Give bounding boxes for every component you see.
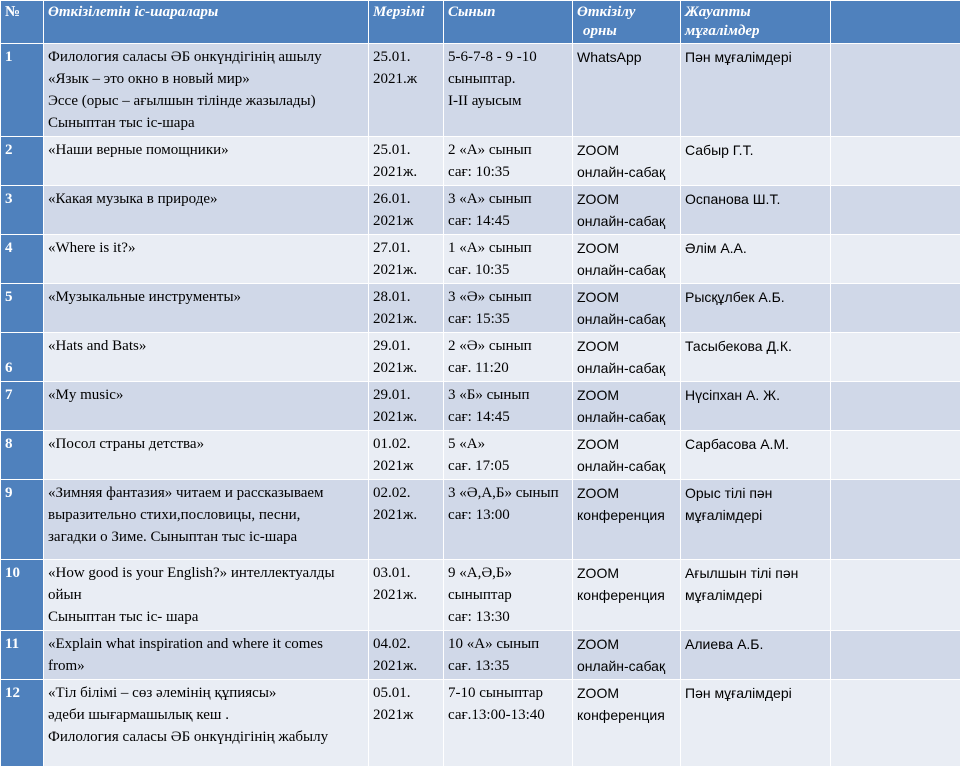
cell-venue (573, 431, 681, 480)
cell-class-line: 1 «А» сынып (448, 237, 568, 259)
cell-empty (831, 284, 960, 333)
cell-responsible-line: Тасыбекова Д.К. (685, 335, 826, 357)
row-number-text: 5 (5, 286, 39, 308)
cell-class (444, 431, 573, 480)
cell-venue (573, 137, 681, 186)
cell-empty (831, 431, 960, 480)
cell-empty (831, 631, 960, 680)
cell-event-line: «Explain what inspiration and where it comes (48, 633, 364, 655)
cell-responsible-line: мұғалімдері (685, 504, 826, 526)
cell-responsible (681, 431, 831, 480)
cell-event-line: загадки о Зиме. Сыныптан тыс іс-шара (48, 526, 364, 548)
cell-event (44, 44, 369, 137)
cell-date (369, 631, 444, 680)
cell-class-line: 2 «А» сынып (448, 139, 568, 161)
cell-class-line: 9 «А,Ә,Б» (448, 562, 568, 584)
cell-class-line: 2 «Ә» сынып (448, 335, 568, 357)
cell-venue-line: онлайн-сабақ (577, 357, 676, 379)
cell-class (444, 186, 573, 235)
cell-date-line: 01.02. (373, 433, 439, 455)
table-row (1, 560, 960, 631)
row-number-text: 2 (5, 139, 39, 161)
cell-venue-line: ZOOM (577, 286, 676, 308)
cell-date (369, 680, 444, 767)
cell-responsible (681, 560, 831, 631)
cell-event-line: «Наши верные помощники» (48, 139, 364, 161)
cell-venue (573, 480, 681, 560)
cell-class (444, 284, 573, 333)
cell-empty (831, 137, 960, 186)
row-number (1, 284, 44, 333)
cell-responsible (681, 382, 831, 431)
cell-responsible-line: Сабыр Г.Т. (685, 139, 826, 161)
cell-class-line: сағ. 11:20 (448, 357, 568, 379)
cell-date (369, 560, 444, 631)
cell-date-line: 2021ж. (373, 161, 439, 183)
cell-class (444, 235, 573, 284)
cell-class-line: сағ: 10:35 (448, 161, 568, 183)
row-number-text: 11 (5, 633, 39, 655)
cell-date-line: 2021ж (373, 704, 439, 726)
cell-class-line: сағ. 10:35 (448, 259, 568, 281)
cell-venue-line: онлайн-сабақ (577, 455, 676, 477)
header-class: Сынып (444, 1, 573, 44)
header-venue-line: орны (577, 22, 676, 41)
cell-responsible-line: Пән мұғалімдері (685, 682, 826, 704)
cell-responsible-line: Алиева А.Б. (685, 633, 826, 655)
cell-venue (573, 44, 681, 137)
cell-class-line: 5-6-7-8 - 9 -10 (448, 46, 568, 68)
cell-class-line: сағ: 13:30 (448, 606, 568, 628)
cell-venue-line: конференция (577, 704, 676, 726)
cell-event-line: Филология саласы ӘБ онкүндігінің ашылу (48, 46, 364, 68)
cell-empty (831, 44, 960, 137)
table-row (1, 333, 960, 382)
row-number-text: 10 (5, 562, 39, 584)
row-number-text: 7 (5, 384, 39, 406)
cell-class-line: 10 «А» сынып (448, 633, 568, 655)
header-responsible (681, 1, 831, 44)
cell-empty (831, 560, 960, 631)
cell-event-line: Филология саласы ӘБ онкүндігінің жабылу (48, 726, 364, 748)
row-number (1, 186, 44, 235)
table-row (1, 680, 960, 767)
cell-class (444, 44, 573, 137)
cell-event-line: «Зимняя фантазия» читаем и рассказываем (48, 482, 364, 504)
cell-venue-line: WhatsApp (577, 46, 676, 68)
cell-event (44, 137, 369, 186)
cell-date-line: 25.01. (373, 46, 439, 68)
cell-date (369, 137, 444, 186)
cell-venue-line: ZOOM (577, 335, 676, 357)
cell-class (444, 382, 573, 431)
cell-empty (831, 680, 960, 767)
cell-venue-line: ZOOM (577, 237, 676, 259)
cell-date-line: 05.01. (373, 682, 439, 704)
cell-event-line: «Where is it?» (48, 237, 364, 259)
cell-date-line: 2021ж. (373, 357, 439, 379)
cell-date (369, 431, 444, 480)
row-number (1, 44, 44, 137)
cell-class-line: 3 «А» сынып (448, 188, 568, 210)
cell-event (44, 333, 369, 382)
row-number-text: 4 (5, 237, 39, 259)
cell-class-line: сағ: 15:35 (448, 308, 568, 330)
cell-responsible-line: Пән мұғалімдері (685, 46, 826, 68)
cell-venue-line: ZOOM (577, 188, 676, 210)
cell-class-line: 7-10 сыныптар (448, 682, 568, 704)
cell-responsible (681, 480, 831, 560)
cell-venue-line: ZOOM (577, 562, 676, 584)
cell-class-line: сағ: 13:00 (448, 504, 568, 526)
cell-venue (573, 382, 681, 431)
cell-date-line: 27.01. (373, 237, 439, 259)
cell-empty (831, 186, 960, 235)
cell-responsible-line: Сарбасова А.М. (685, 433, 826, 455)
cell-venue-line: конференция (577, 504, 676, 526)
row-number (1, 431, 44, 480)
row-number-text: 9 (5, 482, 39, 504)
header-number: № (1, 1, 44, 44)
cell-venue (573, 284, 681, 333)
cell-venue-line: конференция (577, 584, 676, 606)
cell-class (444, 137, 573, 186)
table-row (1, 284, 960, 333)
table-body (1, 44, 960, 767)
header-venue-line: Өткізілу (577, 3, 676, 22)
cell-responsible-line: Әлім А.А. (685, 237, 826, 259)
cell-date-line: 03.01. (373, 562, 439, 584)
cell-date-line: 2021ж (373, 210, 439, 232)
cell-venue-line: онлайн-сабақ (577, 406, 676, 428)
cell-venue-line: ZOOM (577, 384, 676, 406)
cell-class (444, 680, 573, 767)
cell-event (44, 431, 369, 480)
cell-venue-line: ZOOM (577, 482, 676, 504)
cell-date (369, 382, 444, 431)
cell-responsible (681, 235, 831, 284)
cell-responsible-line: Рысқұлбек А.Б. (685, 286, 826, 308)
row-number (1, 560, 44, 631)
cell-responsible-line: Ағылшын тілі пән (685, 562, 826, 584)
header-responsible-line: мұғалімдер (685, 22, 826, 41)
table-row (1, 382, 960, 431)
cell-class-line: 3 «Ә,А,Б» сынып (448, 482, 568, 504)
row-number (1, 333, 44, 382)
cell-event (44, 480, 369, 560)
cell-date-line: 29.01. (373, 384, 439, 406)
cell-class-line: сағ.13:00-13:40 (448, 704, 568, 726)
table-row (1, 431, 960, 480)
row-number (1, 137, 44, 186)
cell-class-line: сағ. 13:35 (448, 655, 568, 677)
table-row (1, 137, 960, 186)
cell-class-line: сыныптар. (448, 68, 568, 90)
row-number (1, 382, 44, 431)
cell-event-line: «Язык – это окно в новый мир» (48, 68, 364, 90)
cell-event (44, 382, 369, 431)
cell-empty (831, 480, 960, 560)
table-row (1, 631, 960, 680)
cell-event (44, 631, 369, 680)
row-number (1, 680, 44, 767)
table-row (1, 186, 960, 235)
cell-date-line: 2021ж. (373, 406, 439, 428)
cell-responsible-line: Оспанова Ш.Т. (685, 188, 826, 210)
cell-responsible-line: мұғалімдері (685, 584, 826, 606)
table-row (1, 480, 960, 560)
cell-responsible (681, 333, 831, 382)
cell-date-line: 04.02. (373, 633, 439, 655)
cell-event-line: «Посол страны детства» (48, 433, 364, 455)
cell-event-line: «Музыкальные инструменты» (48, 286, 364, 308)
cell-responsible (681, 186, 831, 235)
cell-responsible (681, 284, 831, 333)
cell-date-line: 2021ж (373, 455, 439, 477)
cell-venue (573, 333, 681, 382)
cell-date-line: 2021ж. (373, 308, 439, 330)
cell-event-line: «Тіл білімі – сөз әлемінің құпиясы» (48, 682, 364, 704)
cell-venue-line: ZOOM (577, 433, 676, 455)
cell-venue-line: онлайн-сабақ (577, 210, 676, 232)
cell-empty (831, 235, 960, 284)
cell-date (369, 333, 444, 382)
cell-responsible (681, 137, 831, 186)
row-number (1, 235, 44, 284)
cell-date-line: 2021.ж (373, 68, 439, 90)
cell-date (369, 186, 444, 235)
cell-event-line: ойын (48, 584, 364, 606)
cell-venue (573, 235, 681, 284)
cell-date (369, 480, 444, 560)
cell-venue-line: онлайн-сабақ (577, 308, 676, 330)
cell-venue (573, 680, 681, 767)
cell-class-line: 3 «Б» сынып (448, 384, 568, 406)
cell-date (369, 284, 444, 333)
cell-venue-line: ZOOM (577, 139, 676, 161)
cell-event (44, 235, 369, 284)
cell-event-line: Сыныптан тыс іс- шара (48, 606, 364, 628)
table-row (1, 44, 960, 137)
cell-class (444, 480, 573, 560)
cell-venue (573, 631, 681, 680)
row-number-text: 3 (5, 188, 39, 210)
cell-event-line: «How good is your English?» интеллектуалды (48, 562, 364, 584)
cell-date (369, 235, 444, 284)
cell-event (44, 186, 369, 235)
cell-date-line: 2021ж. (373, 504, 439, 526)
cell-venue (573, 560, 681, 631)
cell-class (444, 560, 573, 631)
cell-venue-line: онлайн-сабақ (577, 655, 676, 677)
row-number (1, 480, 44, 560)
row-number-text: 6 (5, 357, 39, 379)
cell-venue-line: онлайн-сабақ (577, 161, 676, 183)
cell-event-line: әдеби шығармашылық кеш . (48, 704, 364, 726)
cell-event (44, 560, 369, 631)
cell-class (444, 631, 573, 680)
cell-class-line: сағ: 14:45 (448, 210, 568, 232)
cell-venue-line: ZOOM (577, 633, 676, 655)
cell-venue-line: онлайн-сабақ (577, 259, 676, 281)
cell-class-line: сыныптар (448, 584, 568, 606)
cell-class-line: I-II ауысым (448, 90, 568, 112)
row-number (1, 631, 44, 680)
cell-event-line: «My music» (48, 384, 364, 406)
cell-date-line: 28.01. (373, 286, 439, 308)
cell-venue-line: ZOOM (577, 682, 676, 704)
cell-event-line: Сыныптан тыс іс-шара (48, 112, 364, 134)
row-number-text: 1 (5, 46, 39, 68)
cell-event-line: from» (48, 655, 364, 677)
cell-date-line: 26.01. (373, 188, 439, 210)
cell-date-line: 02.02. (373, 482, 439, 504)
table-header-row (1, 1, 960, 44)
cell-empty (831, 382, 960, 431)
cell-date-line: 2021ж. (373, 259, 439, 281)
cell-date-line: 29.01. (373, 335, 439, 357)
cell-venue (573, 186, 681, 235)
cell-responsible-line: Нүсіпхан А. Ж. (685, 384, 826, 406)
header-event: Өткізілетін іс-шаралары (44, 1, 369, 44)
row-number-text: 12 (5, 682, 39, 704)
cell-responsible-line: Орыс тілі пән (685, 482, 826, 504)
cell-event (44, 680, 369, 767)
cell-event-line: «Hats and Bats» (48, 335, 364, 357)
header-responsible-line: Жауапты (685, 3, 826, 22)
cell-responsible (681, 631, 831, 680)
cell-date-line: 2021ж. (373, 584, 439, 606)
cell-responsible (681, 680, 831, 767)
row-number-text: 8 (5, 433, 39, 455)
cell-class-line: 3 «Ә» сынып (448, 286, 568, 308)
header-venue (573, 1, 681, 44)
cell-responsible (681, 44, 831, 137)
cell-date (369, 44, 444, 137)
cell-event (44, 284, 369, 333)
cell-event-line: Эссе (орыс – ағылшын тілінде жазылады) (48, 90, 364, 112)
header-date: Мерзімі (369, 1, 444, 44)
cell-class-line: сағ: 14:45 (448, 406, 568, 428)
cell-class-line: 5 «А» (448, 433, 568, 455)
cell-class-line: сағ. 17:05 (448, 455, 568, 477)
cell-event-line: «Какая музыка в природе» (48, 188, 364, 210)
header-empty (831, 1, 960, 44)
cell-date-line: 2021ж. (373, 655, 439, 677)
cell-class (444, 333, 573, 382)
cell-empty (831, 333, 960, 382)
cell-event-line: выразительно стихи,пословицы, песни, (48, 504, 364, 526)
cell-date-line: 25.01. (373, 139, 439, 161)
table-row (1, 235, 960, 284)
